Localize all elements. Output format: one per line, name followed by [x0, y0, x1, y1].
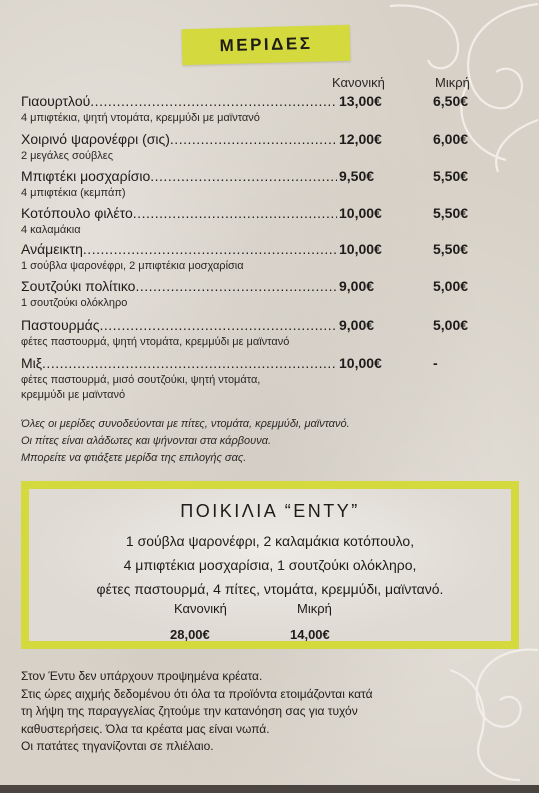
menu-item-price-small: 5,50€: [433, 168, 469, 184]
footer-line: Στον Έντυ δεν υπάρχουν προψημένα κρέατα.: [21, 669, 263, 683]
footer-line: τη λήψη της παραγγελίας ζητούμε την κατανόηση σας για τυχόν: [21, 704, 358, 718]
special-normal-label: Κανονική: [174, 601, 227, 616]
special-desc-line: 1 σούβλα ψαρονέφρι, 2 καλαμάκια κοτόπουλο,: [125, 533, 415, 549]
menu-item-price-small: 6,50€: [433, 93, 469, 109]
menu-item-line: [21, 317, 521, 335]
menu-item-description: φέτες παστουρμά, ψητή ντομάτα, κρεμμύδι με μαϊντανό: [21, 336, 290, 348]
special-desc-line: 4 μπιφτέκια μοσχαρίσια, 1 σουτζούκι ολόκληρο,: [123, 557, 417, 573]
menu-item-line: [21, 355, 521, 373]
menu-item: [21, 317, 521, 350]
menu-item-price-small: 5,00€: [433, 278, 469, 294]
menu-item-line: [21, 168, 521, 186]
special-platter-title: ΠΟΙΚΙΛΙΑ “ΕΝΤΥ”: [180, 501, 360, 521]
column-header-small: Μικρή: [435, 75, 470, 90]
menu-item-price-small: -: [433, 355, 438, 371]
note-line: Όλες οι μερίδες συνοδεύονται με πίτες, ντομάτα, κρεμμύδι, μαϊντανό.: [21, 418, 350, 430]
special-platter-description: [29, 529, 511, 601]
footer-line: Οι πατάτες τηγανίζονται σε πλιέλαιο.: [21, 739, 214, 753]
menu-item: [21, 93, 521, 126]
special-desc-line: φέτες παστουρμά, 4 πίτες, ντομάτα, κρεμμύδι, μαϊντανό.: [96, 581, 444, 597]
menu-item-price-normal: 9,50€: [339, 168, 375, 184]
bottom-bar: [0, 785, 539, 793]
menu-item-price-small: 5,00€: [433, 317, 469, 333]
menu-item-line: [21, 241, 521, 259]
footer-text: [21, 668, 521, 756]
menu-item-description: 2 μεγάλες σούβλες: [21, 150, 113, 162]
note-line: Μπορείτε να φτιάξετε μερίδα της επιλογής σας.: [21, 452, 247, 464]
menu-item-line: [21, 131, 521, 149]
menu-item: [21, 355, 521, 403]
menu-item-name: Ανάμεικτη .....: [21, 241, 337, 257]
menu-item-description: 1 σουτζούκι ολόκληρο: [21, 297, 128, 309]
special-platter-panel: [29, 489, 511, 641]
menu-item-description: φέτες παστουρμά, μισό σουτζούκι, ψητή ντομάτα,: [21, 374, 261, 386]
menu-item-name: Μπιφτέκι μοσχαρίσιο .....: [21, 168, 337, 184]
menu-item-price-normal: 12,00€: [339, 131, 382, 147]
menu-item-price-normal: 9,00€: [339, 317, 375, 333]
menu-item-name: Σουτζούκι πολίτικο .....: [21, 278, 337, 294]
menu-item-price-normal: 10,00€: [339, 241, 382, 257]
menu-item-name: Κοτόπουλο φιλέτο .....: [21, 205, 337, 221]
column-header-normal: Κανονική: [332, 75, 385, 90]
menu-item-price-small: 5,50€: [433, 241, 469, 257]
menu-item-line: [21, 205, 521, 223]
menu-item-line: [21, 278, 521, 296]
menu-item-price-small: 5,50€: [433, 205, 469, 221]
menu-item: [21, 205, 521, 238]
menu-item-price-normal: 13,00€: [339, 93, 382, 109]
menu-item-name: Χοιρινό ψαρονέφρι (σις) .....: [21, 131, 337, 147]
menu-item-name: Γιαουρτλού .....: [21, 93, 337, 109]
menu-item-description: 1 σούβλα ψαρονέφρι, 2 μπιφτέκια μοσχαρίσια: [21, 260, 244, 272]
title-banner: [182, 25, 351, 65]
menu-item-price-small: 6,00€: [433, 131, 469, 147]
menu-item-description: κρεμμύδι με μαϊντανό: [21, 389, 126, 401]
footer-line: Στις ώρες αιχμής δεδομένου ότι όλα τα προϊόντα ετοιμάζονται κατά: [21, 686, 373, 701]
menu-item: [21, 241, 521, 274]
menu-item-description: 4 μπιφτέκια (κεμπάπ): [21, 187, 126, 199]
special-normal-price: 28,00€: [170, 627, 210, 642]
menu-item-name: Μιξ .....: [21, 355, 337, 371]
menu-item-price-normal: 10,00€: [339, 205, 382, 221]
menu-item-line: [21, 93, 521, 111]
special-small-label: Μικρή: [297, 601, 332, 616]
note-line: Οι πίτες είναι αλάδωτες και ψήνονται στα κάρβουνα.: [21, 435, 272, 447]
special-small-price: 14,00€: [290, 627, 330, 642]
menu-item-description: 4 μπιφτέκια, ψητή ντομάτα, κρεμμύδι με μαϊντανό: [21, 112, 260, 124]
menu-item-name: Παστουρμάς .....: [21, 317, 337, 333]
menu-item: [21, 168, 521, 201]
page-title: ΜΕΡΙΔΕΣ: [219, 33, 313, 56]
menu-item: [21, 131, 521, 164]
menu-item-description: 4 καλαμάκια: [21, 224, 81, 236]
menu-item-price-normal: 9,00€: [339, 278, 375, 294]
notes: [21, 416, 350, 467]
menu-item: [21, 278, 521, 311]
menu-item-price-normal: 10,00€: [339, 355, 382, 371]
special-platter-box: [21, 481, 519, 649]
footer-line: καθυστερήσεις. Όλα τα κρέατα μας είναι νωπά.: [21, 721, 270, 736]
